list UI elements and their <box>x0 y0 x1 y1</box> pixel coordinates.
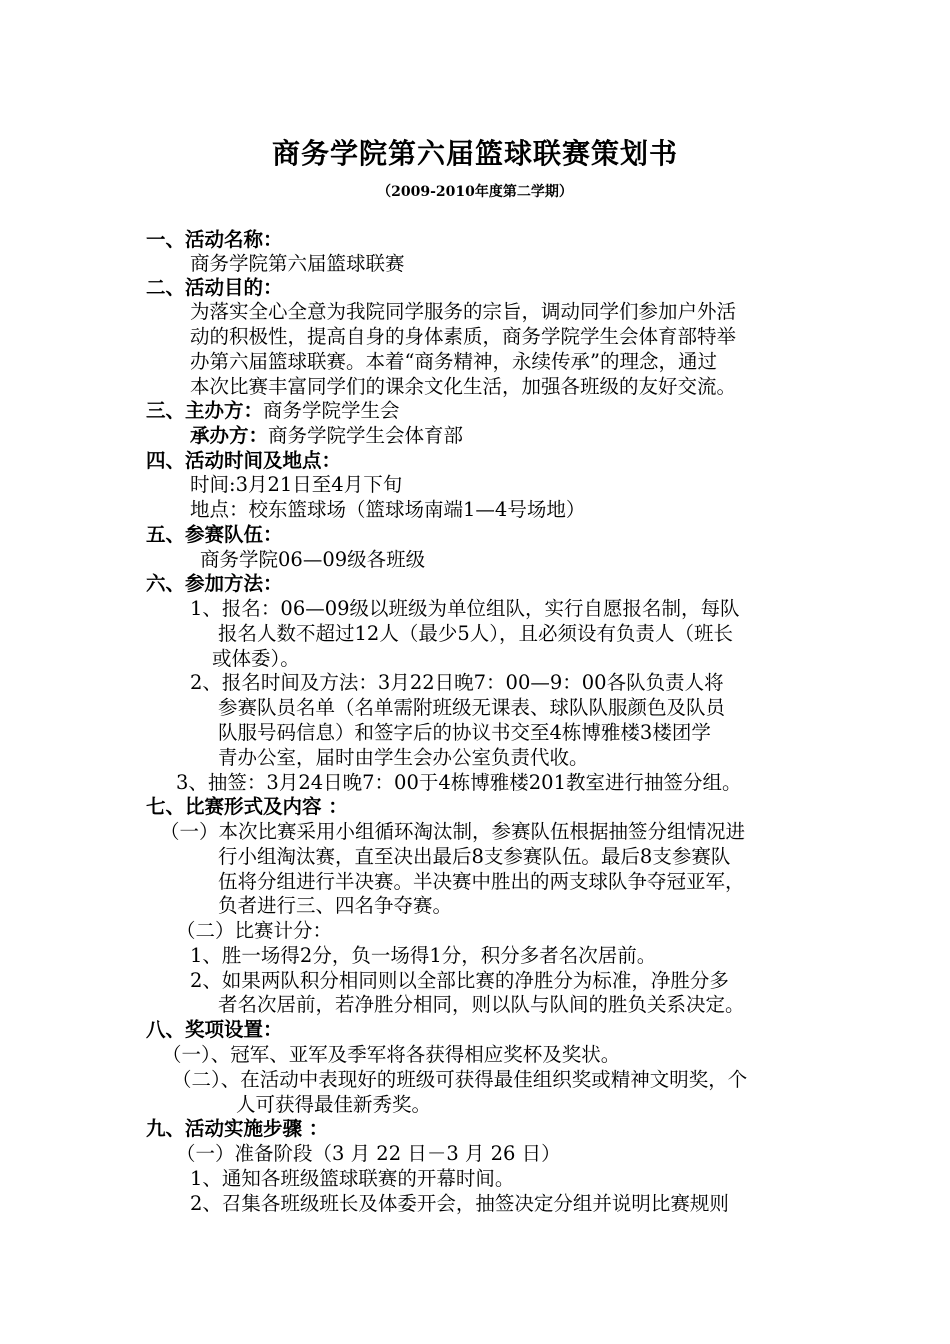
co-organizer-label: 承办方： <box>190 424 269 447</box>
body-line: 行小组淘汰赛，直至决出最后8支参赛队伍。最后8支参赛队 <box>218 845 731 868</box>
organizer-value: 商务学院学生会 <box>263 399 400 422</box>
body-line: 青办公室，届时由学生会办公室负责代收。 <box>218 746 589 769</box>
body-line: 伍将分组进行半决赛。半决赛中胜出的两支球队争夺冠亚军， <box>218 870 745 893</box>
body-line: 者名次居前，若净胜分相同，则以队与队间的胜负关系决定。 <box>218 993 745 1016</box>
body-line: 地点：校东篮球场（篮球场南端1—4号场地） <box>190 498 586 521</box>
body-line: 本次比赛丰富同学们的课余文化生活，加强各班级的友好交流。 <box>190 375 737 398</box>
body-line: 负者进行三、四名争夺赛。 <box>218 894 453 917</box>
co-organizer-value: 商务学院学生会体育部 <box>268 424 464 447</box>
body-line: 2、如果两队积分相同则以全部比赛的净胜分为标准，净胜分多 <box>190 969 729 992</box>
section-heading: 五、参赛队伍： <box>146 523 283 546</box>
section-heading: 七、比赛形式及内容 ： <box>146 795 348 818</box>
body-line: 1、胜一场得2分，负一场得1分，积分多者名次居前。 <box>190 944 657 967</box>
section-heading: 二、活动目的： <box>146 276 283 299</box>
body-line: （一）本次比赛采用小组循环淘汰制，参赛队伍根据抽签分组情况进 <box>160 820 746 843</box>
organizer-label: 三、主办方： <box>146 399 264 422</box>
organizer-line <box>146 399 400 423</box>
body-line: 商务学院06—09级各班级 <box>200 548 426 571</box>
body-line: 人可获得最佳新秀奖。 <box>236 1093 432 1116</box>
body-line: （一）、冠军、亚军及季军将各获得相应奖杯及奖状。 <box>162 1043 621 1066</box>
body-line: （二）、在活动中表现好的班级可获得最佳组织奖或精神文明奖，个 <box>172 1068 748 1091</box>
body-line: 1、报名：06—09级以班级为单位组队，实行自愿报名制，每队 <box>190 597 740 620</box>
body-line: 2、召集各班级班长及体委开会，抽签决定分组并说明比赛规则 <box>190 1192 729 1215</box>
body-line: 1、通知各班级篮球联赛的开幕时间。 <box>190 1167 515 1190</box>
section-heading: 九、活动实施步骤 ： <box>146 1117 329 1140</box>
body-line: 或体委）。 <box>212 647 300 670</box>
body-line: 商务学院第六届篮球联赛 <box>190 252 405 275</box>
section-heading: 八、奖项设置： <box>146 1018 283 1041</box>
body-line: 2、报名时间及方法：3月22日晚7：00—9：00各队负责人将 <box>190 671 724 694</box>
body-line: 时间:3月21日至4月下旬 <box>190 473 403 496</box>
section-heading: 四、活动时间及地点： <box>146 449 342 472</box>
body-line: 办第六届篮球联赛。本着“商务精神，永续传承”的理念，通过 <box>190 350 717 373</box>
body-line: 为落实全心全意为我院同学服务的宗旨，调动同学们参加户外活 <box>190 300 737 323</box>
document-subtitle: （2009-2010年度第二学期） <box>377 184 573 200</box>
body-line: 动的积极性，提高自身的身体素质，商务学院学生会体育部特举 <box>190 325 737 348</box>
document-title: 商务学院第六届篮球联赛策划书 <box>271 137 678 170</box>
body-line: （二）比赛计分： <box>176 919 333 942</box>
section-heading: 一、活动名称： <box>146 228 283 251</box>
body-line: （一）准备阶段（3 月 22 日－3 月 26 日） <box>176 1142 561 1165</box>
body-line: 队服号码信息）和签字后的协议书交至4栋博雅楼3楼团学 <box>218 721 711 744</box>
section-heading: 六、参加方法： <box>146 572 283 595</box>
co-organizer-line <box>190 424 463 448</box>
body-line: 报名人数不超过12人（最少5人），且必须设有负责人（班长 <box>218 622 733 645</box>
body-line: 3、抽签：3月24日晚7：00于4栋博雅楼201教室进行抽签分组。 <box>176 771 742 794</box>
body-line: 参赛队员名单（名单需附班级无课表、球队队服颜色及队员 <box>218 696 726 719</box>
